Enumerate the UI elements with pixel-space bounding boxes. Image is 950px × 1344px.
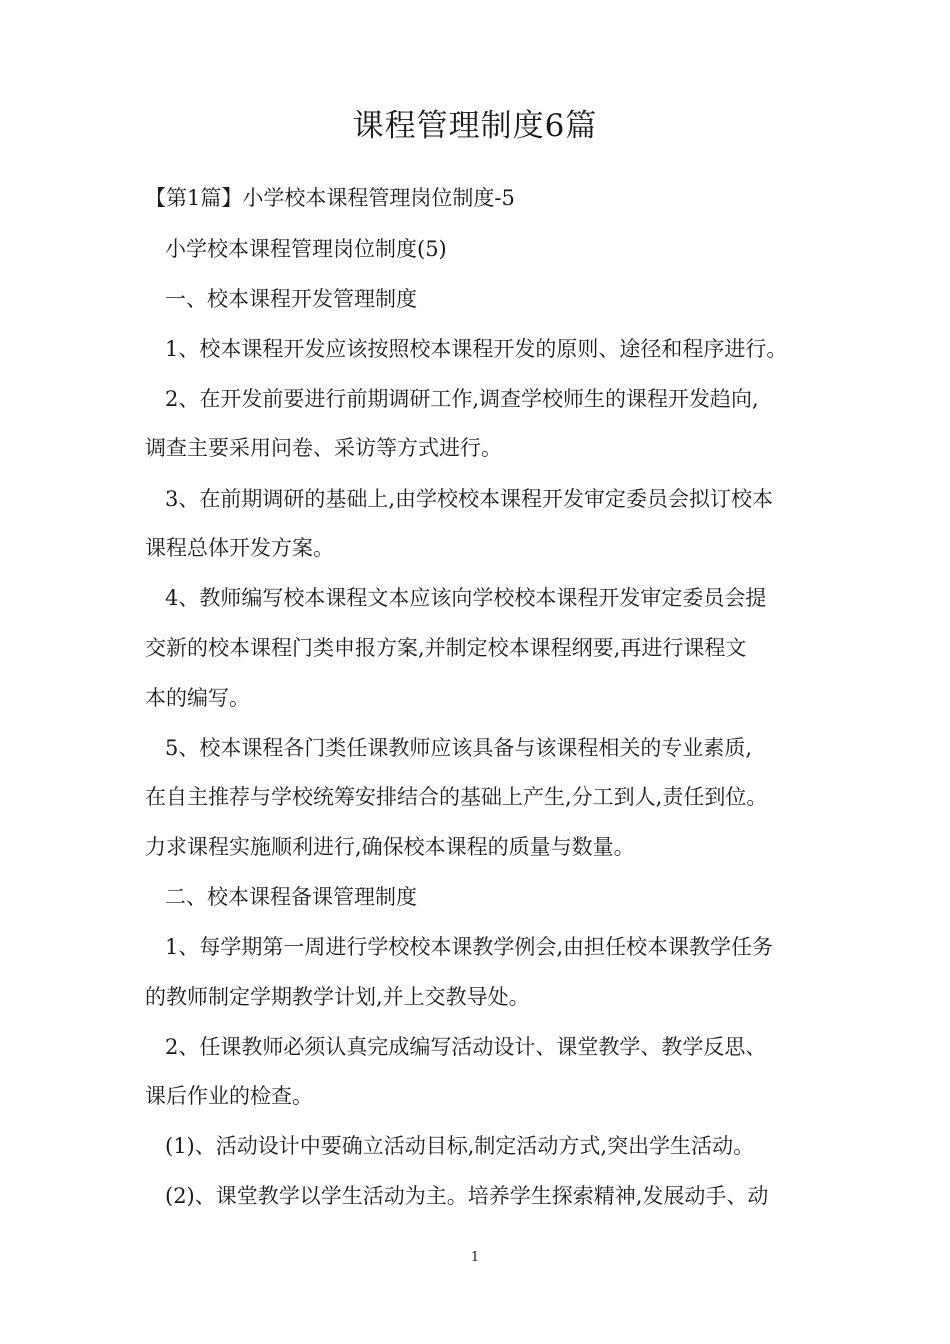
paragraph-line: 在自主推荐与学校统筹安排结合的基础上产生,分工到人,责任到位。: [145, 785, 768, 809]
document-title: 课程管理制度6篇: [352, 108, 598, 144]
paragraph-line: 力求课程实施顺利进行,确保校本课程的质量与数量。: [145, 835, 635, 859]
paragraph-line: 5、校本课程各门类任课教师应该具备与该课程相关的专业素质,: [165, 736, 753, 760]
chapter-heading: 二、校本课程备课管理制度: [165, 885, 417, 909]
paragraph-line: 2、任课教师必须认真完成编写活动设计、课堂教学、教学反思、: [165, 1035, 767, 1059]
paragraph-line: 课程总体开发方案。: [145, 536, 334, 560]
paragraph-line: 2、在开发前要进行前期调研工作,调查学校师生的课程开发趋向,: [165, 387, 759, 411]
paragraph-line: (2)、课堂教学以学生活动为主。培养学生探索精神,发展动手、动: [165, 1184, 769, 1208]
paragraph-line: 3、在前期调研的基础上,由学校校本课程开发审定委员会拟订校本: [165, 487, 774, 511]
paragraph-line: 调查主要采用问卷、采访等方式进行。: [145, 436, 502, 460]
chapter-heading: 一、校本课程开发管理制度: [165, 287, 417, 311]
paragraph-line: 交新的校本课程门类申报方案,并制定校本课程纲要,再进行课程文: [145, 636, 747, 660]
paragraph-line: 1、每学期第一周进行学校校本课教学例会,由担任校本课教学任务: [165, 935, 774, 959]
paragraph-line: 1、校本课程开发应该按照校本课程开发的原则、途径和程序进行。: [165, 337, 788, 361]
paragraph-line: 4、教师编写校本课程文本应该向学校校本课程开发审定委员会提: [165, 586, 767, 610]
page-number: 1: [470, 1250, 480, 1265]
paragraph-line: 本的编写。: [145, 686, 250, 710]
paragraph-line: 课后作业的检查。: [145, 1084, 313, 1108]
paragraph-line: 的教师制定学期教学计划,并上交教导处。: [145, 985, 530, 1009]
section-heading: 【第1篇】小学校本课程管理岗位制度-5: [145, 186, 515, 210]
article-subtitle: 小学校本课程管理岗位制度(5): [165, 237, 447, 261]
paragraph-line: (1)、活动设计中要确立活动目标,制定活动方式,突出学生活动。: [165, 1134, 755, 1158]
